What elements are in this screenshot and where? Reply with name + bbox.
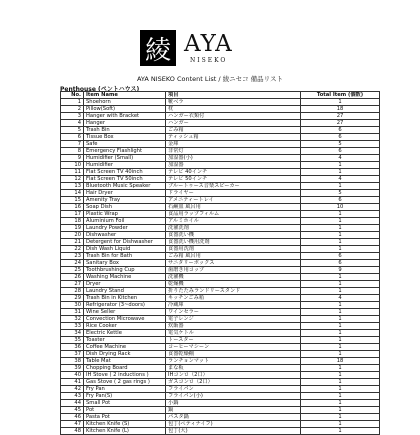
cell-item-jp: 枕 bbox=[166, 106, 301, 113]
cell-item-name: Dish Drying Rack bbox=[84, 351, 166, 358]
cell-total: 1 bbox=[301, 386, 380, 393]
cell-item-jp: 包丁(ペティナイフ) bbox=[166, 421, 301, 428]
cell-no: 25 bbox=[61, 267, 84, 274]
cell-item-jp: ハンガー衣類付 bbox=[166, 113, 301, 120]
table-row bbox=[61, 330, 380, 337]
cell-total: 9 bbox=[301, 267, 380, 274]
cell-no: 8 bbox=[61, 148, 84, 155]
cell-no: 21 bbox=[61, 239, 84, 246]
cell-total: 1 bbox=[301, 365, 380, 372]
cell-total: 4 bbox=[301, 176, 380, 183]
cell-item-name: Plastic Wrap bbox=[84, 211, 166, 218]
cell-item-jp: ハンガー bbox=[166, 120, 301, 127]
cell-no: 40 bbox=[61, 372, 84, 379]
cell-total: 1 bbox=[301, 211, 380, 218]
cell-item-jp: 非常灯 bbox=[166, 148, 301, 155]
cell-no: 36 bbox=[61, 344, 84, 351]
cell-no: 32 bbox=[61, 316, 84, 323]
header-item-jp: 項目 bbox=[166, 92, 301, 99]
cell-item-name: Shoehorn bbox=[84, 99, 166, 106]
cell-item-name: Wine Seller bbox=[84, 309, 166, 316]
cell-no: 12 bbox=[61, 176, 84, 183]
cell-no: 19 bbox=[61, 225, 84, 232]
table-row bbox=[61, 141, 380, 148]
cell-item-name: Tissue Box bbox=[84, 134, 166, 141]
table-row bbox=[61, 239, 380, 246]
table-row bbox=[61, 379, 380, 386]
cell-total: 1 bbox=[301, 239, 380, 246]
cell-item-name: Dish Wash Liquid bbox=[84, 246, 166, 253]
table-row bbox=[61, 169, 380, 176]
cell-item-jp: パスタ鍋 bbox=[166, 414, 301, 421]
cell-no: 3 bbox=[61, 113, 84, 120]
table-row bbox=[61, 288, 380, 295]
cell-item-jp: 食器乾燥棚 bbox=[166, 351, 301, 358]
cell-item-name: Kitchen Knife (L) bbox=[84, 428, 166, 435]
cell-total: 1 bbox=[301, 281, 380, 288]
cell-item-jp: キッチンごみ箱 bbox=[166, 295, 301, 302]
cell-total: 1 bbox=[301, 351, 380, 358]
cell-item-jp: 小鍋 bbox=[166, 400, 301, 407]
cell-item-name: Sanitary Box bbox=[84, 260, 166, 267]
cell-item-jp: 折りたたみランドリースタンド bbox=[166, 288, 301, 295]
table-row bbox=[61, 120, 380, 127]
cell-item-name: Refrigerator (3~doors) bbox=[84, 302, 166, 309]
cell-no: 16 bbox=[61, 204, 84, 211]
table-row bbox=[61, 253, 380, 260]
table-body bbox=[61, 99, 380, 435]
cell-total: 18 bbox=[301, 106, 380, 113]
table-row bbox=[61, 127, 380, 134]
cell-no: 44 bbox=[61, 400, 84, 407]
table-row bbox=[61, 106, 380, 113]
cell-no: 43 bbox=[61, 393, 84, 400]
cell-item-name: Trash Bin for Bath bbox=[84, 253, 166, 260]
cell-total: 1 bbox=[301, 316, 380, 323]
cell-item-name: Amenity Tray bbox=[84, 197, 166, 204]
cell-item-name: Trash Bin in Kitchen bbox=[84, 295, 166, 302]
cell-item-name: Small Pot bbox=[84, 400, 166, 407]
cell-total: 1 bbox=[301, 183, 380, 190]
cell-no: 15 bbox=[61, 197, 84, 204]
cell-no: 34 bbox=[61, 330, 84, 337]
cell-total: 1 bbox=[301, 400, 380, 407]
cell-item-jp: ワインセラー bbox=[166, 309, 301, 316]
table-row bbox=[61, 162, 380, 169]
cell-total: 1 bbox=[301, 330, 380, 337]
cell-item-jp: 電気ケトル bbox=[166, 330, 301, 337]
cell-total: 1 bbox=[301, 288, 380, 295]
cell-item-name: Bluetooth Music Speaker bbox=[84, 183, 166, 190]
cell-item-name: Flat Screen TV 50inch bbox=[84, 176, 166, 183]
cell-total: 6 bbox=[301, 253, 380, 260]
table-row bbox=[61, 386, 380, 393]
cell-item-jp: アルミホイル bbox=[166, 218, 301, 225]
cell-no: 10 bbox=[61, 162, 84, 169]
cell-item-name: Washing Machine bbox=[84, 274, 166, 281]
cell-item-jp: 乾燥機 bbox=[166, 281, 301, 288]
cell-item-jp: 金庫 bbox=[166, 141, 301, 148]
cell-total: 1 bbox=[301, 421, 380, 428]
cell-item-name: Pillow(Soft) bbox=[84, 106, 166, 113]
table-row bbox=[61, 281, 380, 288]
cell-total: 1 bbox=[301, 323, 380, 330]
cell-no: 23 bbox=[61, 253, 84, 260]
cell-no: 17 bbox=[61, 211, 84, 218]
cell-item-name: Fry Pan(S) bbox=[84, 393, 166, 400]
cell-no: 29 bbox=[61, 295, 84, 302]
table-row bbox=[61, 365, 380, 372]
cell-item-name: Dryer bbox=[84, 281, 166, 288]
cell-no: 26 bbox=[61, 274, 84, 281]
cell-total: 27 bbox=[301, 120, 380, 127]
cell-no: 37 bbox=[61, 351, 84, 358]
table-row bbox=[61, 155, 380, 162]
cell-item-jp: 食器洗い機用洗剤 bbox=[166, 239, 301, 246]
table-row bbox=[61, 211, 380, 218]
cell-item-jp: 歯磨き用コップ bbox=[166, 267, 301, 274]
cell-item-name: Convection Microwave bbox=[84, 316, 166, 323]
cell-item-jp: ランチョンマット bbox=[166, 358, 301, 365]
table-row bbox=[61, 421, 380, 428]
header-no: No. bbox=[61, 92, 84, 99]
cell-total: 6 bbox=[301, 148, 380, 155]
header-item-name: Item Name bbox=[84, 92, 166, 99]
cell-item-name: Coffee Machine bbox=[84, 344, 166, 351]
cell-item-name: Gas Stove ( 2 gas rings ) bbox=[84, 379, 166, 386]
cell-no: 6 bbox=[61, 134, 84, 141]
cell-item-jp: 電子レンジ bbox=[166, 316, 301, 323]
cell-item-name: Hair Dryer bbox=[84, 190, 166, 197]
cell-item-name: Hanger bbox=[84, 120, 166, 127]
cell-item-jp: まな板 bbox=[166, 365, 301, 372]
cell-total: 6 bbox=[301, 197, 380, 204]
table-row bbox=[61, 428, 380, 435]
table-row bbox=[61, 372, 380, 379]
cell-total: 4 bbox=[301, 155, 380, 162]
table-row bbox=[61, 323, 380, 330]
cell-total: 4 bbox=[301, 295, 380, 302]
cell-item-name: Electric Kettle bbox=[84, 330, 166, 337]
cell-item-name: Emergency Flashlight bbox=[84, 148, 166, 155]
cell-total: 1 bbox=[301, 169, 380, 176]
cell-item-jp: テレビ 50インチ bbox=[166, 176, 301, 183]
cell-total: 1 bbox=[301, 428, 380, 435]
cell-no: 47 bbox=[61, 421, 84, 428]
cell-no: 38 bbox=[61, 358, 84, 365]
cell-item-jp: ブルートゥース音楽スピーカー bbox=[166, 183, 301, 190]
cell-item-name: Safe bbox=[84, 141, 166, 148]
cell-item-jp: ドライヤー bbox=[166, 190, 301, 197]
cell-no: 2 bbox=[61, 106, 84, 113]
cell-item-jp: 食品用ラップフィルム bbox=[166, 211, 301, 218]
cell-no: 4 bbox=[61, 120, 84, 127]
cell-item-jp: 炊飯器 bbox=[166, 323, 301, 330]
cell-no: 45 bbox=[61, 407, 84, 414]
cell-no: 48 bbox=[61, 428, 84, 435]
cell-item-name: Chopping Board bbox=[84, 365, 166, 372]
cell-no: 14 bbox=[61, 190, 84, 197]
table-row bbox=[61, 302, 380, 309]
content-list-table bbox=[60, 91, 380, 435]
cell-total: 1 bbox=[301, 344, 380, 351]
table-row bbox=[61, 134, 380, 141]
table-row bbox=[61, 148, 380, 155]
cell-no: 41 bbox=[61, 379, 84, 386]
cell-total: 27 bbox=[301, 113, 380, 120]
cell-item-jp: トースター bbox=[166, 337, 301, 344]
cell-total: 1 bbox=[301, 225, 380, 232]
cell-item-jp: 洗濯洗剤 bbox=[166, 225, 301, 232]
cell-item-jp: ガスコンロ（2口） bbox=[166, 379, 301, 386]
cell-no: 22 bbox=[61, 246, 84, 253]
cell-item-jp: フライパン bbox=[166, 386, 301, 393]
cell-item-name: Laundry Stand bbox=[84, 288, 166, 295]
cell-no: 31 bbox=[61, 309, 84, 316]
cell-total: 1 bbox=[301, 372, 380, 379]
table-row bbox=[61, 183, 380, 190]
cell-total: 1 bbox=[301, 379, 380, 386]
table-row bbox=[61, 218, 380, 225]
cell-total: 10 bbox=[301, 204, 380, 211]
cell-no: 13 bbox=[61, 183, 84, 190]
logo-kanji-mark: 綾 bbox=[140, 30, 176, 66]
table-row bbox=[61, 267, 380, 274]
cell-item-name: Aluminium Foil bbox=[84, 218, 166, 225]
cell-total: 1 bbox=[301, 407, 380, 414]
cell-item-name: Humidifier bbox=[84, 162, 166, 169]
cell-total: 18 bbox=[301, 358, 380, 365]
table-row bbox=[61, 246, 380, 253]
cell-total: 1 bbox=[301, 246, 380, 253]
cell-item-jp: ティッシュ箱 bbox=[166, 134, 301, 141]
table-row bbox=[61, 225, 380, 232]
cell-total: 1 bbox=[301, 274, 380, 281]
cell-item-jp: コーヒーマシーン bbox=[166, 344, 301, 351]
cell-item-jp: 包丁(大) bbox=[166, 428, 301, 435]
cell-no: 27 bbox=[61, 281, 84, 288]
table-row bbox=[61, 260, 380, 267]
table-row bbox=[61, 351, 380, 358]
cell-item-jp: テレビ 40インチ bbox=[166, 169, 301, 176]
table-row bbox=[61, 295, 380, 302]
cell-item-name: Flat Screen TV 40inch bbox=[84, 169, 166, 176]
cell-total: 6 bbox=[301, 260, 380, 267]
brand-logo bbox=[140, 29, 233, 67]
cell-no: 9 bbox=[61, 155, 84, 162]
cell-item-jp: 冷蔵庫 bbox=[166, 302, 301, 309]
cell-item-jp: 鍋 bbox=[166, 407, 301, 414]
cell-total: 1 bbox=[301, 309, 380, 316]
cell-item-jp: 食器用洗剤 bbox=[166, 246, 301, 253]
cell-item-jp: ごみ箱 bbox=[166, 127, 301, 134]
cell-item-name: Trash Bin bbox=[84, 127, 166, 134]
table-row bbox=[61, 99, 380, 106]
cell-total: 1 bbox=[301, 162, 380, 169]
logo-subbrand: NISEKO bbox=[190, 56, 228, 64]
cell-total: 1 bbox=[301, 414, 380, 421]
cell-item-name: Humidifier (Small) bbox=[84, 155, 166, 162]
cell-total: 1 bbox=[301, 302, 380, 309]
cell-no: 7 bbox=[61, 141, 84, 148]
cell-item-name: IH Stove ( 2 inductions ) bbox=[84, 372, 166, 379]
cell-no: 5 bbox=[61, 127, 84, 134]
cell-no: 30 bbox=[61, 302, 84, 309]
cell-item-name: Pot bbox=[84, 407, 166, 414]
table-row bbox=[61, 190, 380, 197]
cell-no: 39 bbox=[61, 365, 84, 372]
cell-no: 28 bbox=[61, 288, 84, 295]
cell-item-jp: 食器洗い機 bbox=[166, 232, 301, 239]
cell-no: 35 bbox=[61, 337, 84, 344]
cell-no: 24 bbox=[61, 260, 84, 267]
cell-item-name: Table Mat bbox=[84, 358, 166, 365]
cell-item-jp: 石鹸皿 風呂用 bbox=[166, 204, 301, 211]
cell-item-name: Soap Dish bbox=[84, 204, 166, 211]
cell-item-jp: 加湿器 bbox=[166, 162, 301, 169]
cell-total: 6 bbox=[301, 127, 380, 134]
table-row bbox=[61, 316, 380, 323]
cell-item-name: Kitchen Knife (S) bbox=[84, 421, 166, 428]
cell-no: 18 bbox=[61, 218, 84, 225]
cell-no: 33 bbox=[61, 323, 84, 330]
table-row bbox=[61, 232, 380, 239]
logo-brand: AYA bbox=[184, 30, 233, 57]
table-row bbox=[61, 393, 380, 400]
cell-total: 1 bbox=[301, 218, 380, 225]
table-row bbox=[61, 414, 380, 421]
cell-no: 11 bbox=[61, 169, 84, 176]
cell-no: 20 bbox=[61, 232, 84, 239]
cell-item-jp: 靴べラ bbox=[166, 99, 301, 106]
cell-item-name: Hanger with Bracket bbox=[84, 113, 166, 120]
cell-total: 1 bbox=[301, 393, 380, 400]
cell-item-name: Dishwasher bbox=[84, 232, 166, 239]
table-row bbox=[61, 113, 380, 120]
table-row bbox=[61, 204, 380, 211]
table-row bbox=[61, 309, 380, 316]
cell-item-jp: 洗濯機 bbox=[166, 274, 301, 281]
header-total: Total Item (個数) bbox=[301, 92, 380, 99]
cell-total: 6 bbox=[301, 134, 380, 141]
cell-item-name: Detergent for Dishwasher bbox=[84, 239, 166, 246]
cell-item-jp: ごみ箱 風呂用 bbox=[166, 253, 301, 260]
cell-item-name: Pasta Pot bbox=[84, 414, 166, 421]
table-row bbox=[61, 197, 380, 204]
cell-item-name: Toaster bbox=[84, 337, 166, 344]
cell-no: 46 bbox=[61, 414, 84, 421]
section-heading: Penthouse (ペントハウス) bbox=[60, 86, 140, 93]
table-row bbox=[61, 400, 380, 407]
cell-item-jp: IHコンロ（2口） bbox=[166, 372, 301, 379]
cell-item-jp: サニタリーボックス bbox=[166, 260, 301, 267]
cell-item-jp: 加湿器(小) bbox=[166, 155, 301, 162]
table-row bbox=[61, 344, 380, 351]
table-row bbox=[61, 274, 380, 281]
table-row bbox=[61, 337, 380, 344]
document-title: AYA NISEKO Content List / 綾ニセコ 備品リスト bbox=[136, 75, 284, 83]
cell-total: 5 bbox=[301, 190, 380, 197]
cell-total: 1 bbox=[301, 232, 380, 239]
table-row bbox=[61, 407, 380, 414]
table-row bbox=[61, 358, 380, 365]
cell-no: 1 bbox=[61, 99, 84, 106]
cell-item-jp: フライパン(小) bbox=[166, 393, 301, 400]
cell-item-jp: アメニティートレイ bbox=[166, 197, 301, 204]
cell-total: 5 bbox=[301, 141, 380, 148]
cell-no: 42 bbox=[61, 386, 84, 393]
cell-item-name: Toothbrushing Cup bbox=[84, 267, 166, 274]
table-row bbox=[61, 176, 380, 183]
logo-text bbox=[184, 32, 233, 65]
cell-item-name: Rice Cooker bbox=[84, 323, 166, 330]
table-header-row bbox=[61, 92, 380, 99]
cell-item-name: Fry Pan bbox=[84, 386, 166, 393]
cell-total: 1 bbox=[301, 99, 380, 106]
cell-total: 1 bbox=[301, 337, 380, 344]
cell-item-name: Laundry Powder bbox=[84, 225, 166, 232]
